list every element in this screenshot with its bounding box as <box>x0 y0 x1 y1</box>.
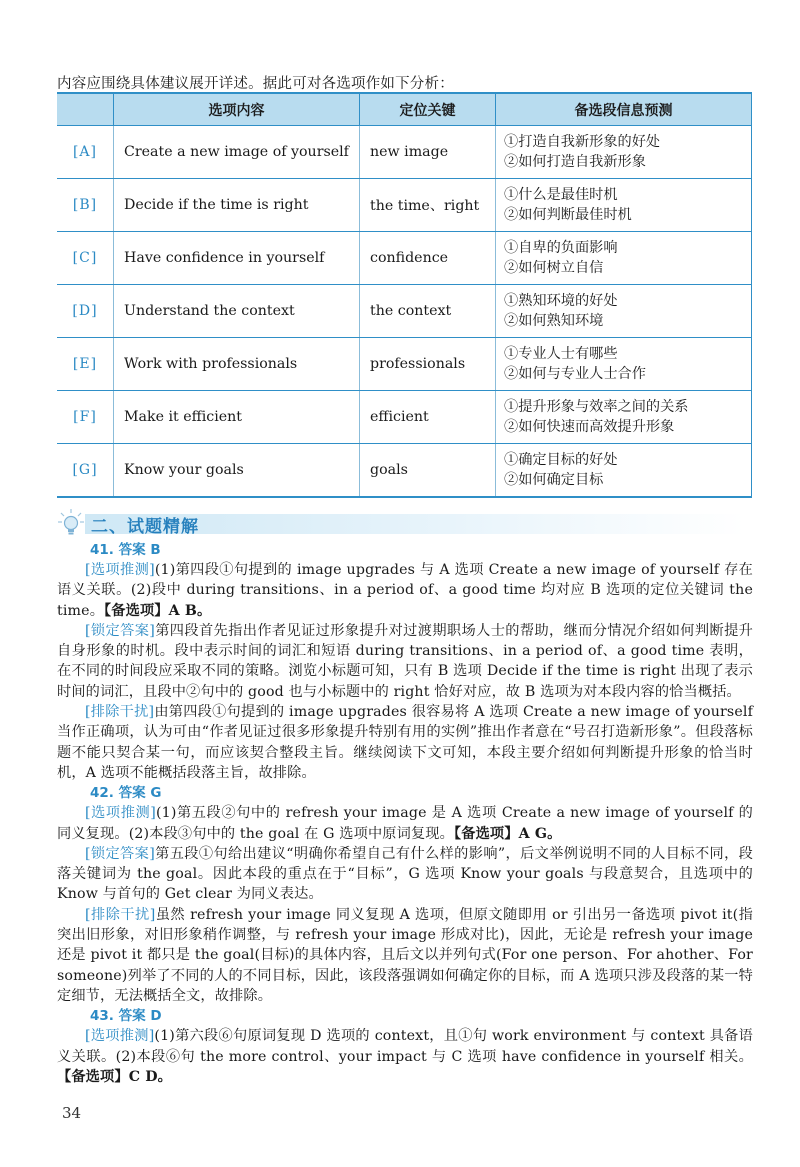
tag-label: [选项推测] <box>85 1028 155 1045</box>
tag-label: [锁定答案] <box>85 622 155 639</box>
answer-heading: 43. 答案 D <box>90 1008 162 1025</box>
predict-line: ①专业人士有哪些 <box>504 346 618 362</box>
backup-value: A B。 <box>168 602 212 619</box>
paragraph-lock <box>57 621 753 702</box>
paragraph-text: (1)第四段①句提到的 image upgrades 与 A 选项 Create a new image of yourself 存在语义关联。(2)段中 during transitions、in a period of、a good time 均对应 B 选项的定位关键词 the time。 <box>57 562 753 619</box>
option-predict <box>496 179 752 232</box>
option-content: Make it efficient <box>114 391 360 444</box>
predict-line: ①提升形象与效率之间的关系 <box>504 399 689 415</box>
table-row <box>57 232 752 285</box>
option-content: Have confidence in yourself <box>114 232 360 285</box>
option-predict <box>496 444 752 498</box>
analysis-table <box>57 92 752 498</box>
header-key: 定位关键 <box>360 93 496 126</box>
intro-text: 内容应围绕具体建议展开详述。据此可对各选项作如下分析： <box>57 76 454 92</box>
lightbulb-icon <box>57 508 85 538</box>
predict-line: ②如何熟知环境 <box>504 313 604 329</box>
paragraph-exclude <box>57 702 753 783</box>
option-predict <box>496 126 752 179</box>
predict-line: ①什么是最佳时机 <box>504 187 618 203</box>
tag-label: [选项推测] <box>85 562 155 578</box>
option-predict <box>496 338 752 391</box>
option-label: [D] <box>57 285 114 338</box>
predict-line: ①自卑的负面影响 <box>504 240 618 256</box>
predict-line: ②如何确定目标 <box>504 472 604 488</box>
backup-label: 【备选项】 <box>454 825 519 842</box>
option-label: [F] <box>57 391 114 444</box>
header-content: 选项内容 <box>114 93 360 126</box>
predict-line: ②如何与专业人士合作 <box>504 366 646 382</box>
option-key: the time、right <box>360 179 496 232</box>
paragraph-lock <box>57 844 753 905</box>
option-predict <box>496 285 752 338</box>
option-label: [G] <box>57 444 114 498</box>
paragraph-exclude <box>57 905 753 1006</box>
option-label: [B] <box>57 179 114 232</box>
explanation-body <box>57 540 753 1087</box>
option-label: [E] <box>57 338 114 391</box>
option-label: [A] <box>57 126 114 179</box>
option-key: professionals <box>360 338 496 391</box>
table-row <box>57 285 752 338</box>
option-key: new image <box>360 126 496 179</box>
paragraph-text: 由第四段①句提到的 image upgrades 很容易将 A 选项 Create a new image of yourself 当作正确项，认为可由“作者见证过很多形象提升特别有用的实例”推出作者意在“号召打造新形象”。但段落标题不能只契合某一句，而应该契合整段主旨。继续阅读下文可知，本段主要介绍如何判断提升形象的恰当时机，A 选项不能概括段落主旨，故排除。 <box>57 704 753 781</box>
option-content: Create a new image of yourself <box>114 126 360 179</box>
paragraph-predict <box>57 803 753 844</box>
option-content: Understand the context <box>114 285 360 338</box>
option-content: Decide if the time is right <box>114 179 360 232</box>
option-content: Know your goals <box>114 444 360 498</box>
header-empty <box>57 93 114 126</box>
tag-label: [选项推测] <box>85 805 156 822</box>
option-key: the context <box>360 285 496 338</box>
option-predict <box>496 391 752 444</box>
paragraph-text: 第四段首先指出作者见证过形象提升对过渡期职场人士的帮助，继而分情况介绍如何判断提升自身形象的时机。段中表示时间的词汇和短语 during transitions、in a period of、a good time 表明，在不同的时间段应采取不同的策略。浏览小标题可知，只有 B 选项 Decide if the time is right 出现了表示时间的词汇，且段中②句中的 good 也与小标题中的 right 恰好对应，故 B 选项为对本段内容的恰当概括。 <box>57 622 753 700</box>
predict-line: ②如何快速而高效提升形象 <box>504 419 675 435</box>
option-key: goals <box>360 444 496 498</box>
predict-line: ②如何树立自信 <box>504 260 604 276</box>
predict-line: ①熟知环境的好处 <box>504 293 618 309</box>
predict-line: ①确定目标的好处 <box>504 452 618 468</box>
paragraph-predict <box>57 1026 753 1087</box>
header-predict: 备选段信息预测 <box>496 93 752 126</box>
table-row <box>57 126 752 179</box>
section-title: 二、试题精解 <box>91 517 199 537</box>
paragraph-text: 第五段①句给出建议“明确你希望自己有什么样的影响”，后文举例说明不同的人目标不同，段落关键词为 the goal。因此本段的重点在于“目标”，G 选项 Know your goals 与段意契合，且选项中的 Know 与首句的 Get clear 为同义表达。 <box>57 845 753 903</box>
table-row <box>57 179 752 232</box>
predict-line: ①打造自我新形象的好处 <box>504 134 661 150</box>
backup-value: C D。 <box>128 1068 173 1085</box>
option-label: [C] <box>57 232 114 285</box>
answer-heading: 42. 答案 G <box>90 785 162 802</box>
section-header <box>57 508 747 538</box>
option-content: Work with professionals <box>114 338 360 391</box>
predict-line: ②如何打造自我新形象 <box>504 154 646 170</box>
page-number: 34 <box>62 1104 82 1122</box>
tag-label: [排除干扰] <box>85 704 155 721</box>
table-row <box>57 444 752 498</box>
table-row <box>57 391 752 444</box>
tag-label: [锁定答案] <box>85 845 155 862</box>
paragraph-text: 虽然 refresh your image 同义复现 A 选项，但原文随即用 or 引出另一备选项 pivot it(指突出旧形象，对旧形象稍作调整，与 refresh your image 形成对比)，因此，无论是 refresh your image 还是 pivot it 都只是 the goal(目标)的具体内容，且后文以并列句式(For one person、For ahother、For someone)列举了不同的人的不同目标，因此，该段落强调如何确定你的目标，而 A 选项只涉及段落的某一特定细节，无法概括全文，故排除。 <box>57 906 754 1004</box>
option-predict <box>496 232 752 285</box>
table-row <box>57 338 752 391</box>
option-key: efficient <box>360 391 496 444</box>
predict-line: ②如何判断最佳时机 <box>504 207 632 223</box>
answer-heading: 41. 答案 B <box>90 542 161 558</box>
paragraph-text: (1)第五段②句中的 refresh your image 是 A 选项 Create a new image of yourself 的同义复现。(2)本段③句中的 the goal 在 G 选项中原词复现。 <box>57 805 753 842</box>
paragraph-text: (1)第六段⑥句原词复现 D 选项的 context，且①句 work environment 与 context 具备语义关联。(2)本段⑥句 the more control、your impact 与 C 选项 have confidence in yourself 相关。 <box>57 1028 753 1065</box>
paragraph-predict <box>57 560 753 621</box>
backup-label: 【备选项】 <box>104 602 169 619</box>
tag-label: [排除干扰] <box>85 906 156 923</box>
option-key: confidence <box>360 232 496 285</box>
backup-value: A G。 <box>518 825 562 842</box>
table-header-row <box>57 93 752 126</box>
backup-label: 【备选项】 <box>57 1068 129 1085</box>
